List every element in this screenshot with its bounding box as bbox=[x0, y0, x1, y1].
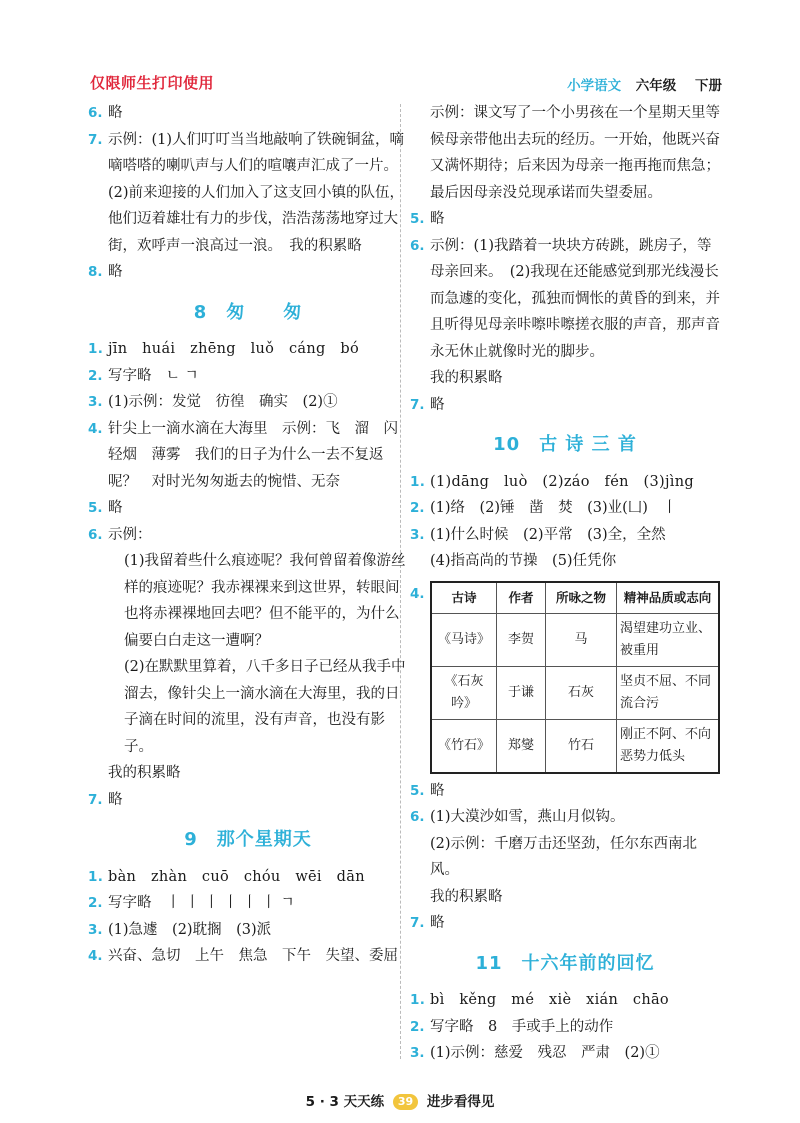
answer-item bbox=[410, 392, 720, 419]
item-number: 8. bbox=[88, 264, 103, 280]
answer-text: 写字略 ㄴ ㄱ bbox=[108, 367, 199, 384]
sub-answer bbox=[88, 548, 408, 654]
table-cell: 《石灰吟》 bbox=[431, 666, 497, 719]
answer-continuation: (4)指高尚的节操 (5)任凭你 bbox=[430, 553, 617, 569]
answer-item bbox=[88, 336, 408, 363]
table-header: 古诗 bbox=[431, 582, 497, 614]
item-number: 7. bbox=[410, 396, 425, 413]
item-number: 2. bbox=[410, 500, 425, 516]
item-number: 7. bbox=[410, 915, 425, 931]
section-title-8: 8 匆 匆 bbox=[193, 301, 303, 323]
answer-text: jīn huái zhēng luǒ cáng bó bbox=[108, 341, 360, 357]
table-cell: 渴望建功立业、被重用 bbox=[617, 613, 720, 666]
answer-text: 略 bbox=[430, 782, 445, 799]
answer-text: 兴奋、急切 上午 焦急 下午 失望、委屈 bbox=[108, 948, 398, 964]
sub-answer-text: (2)在默默里算着，八千多日子已经从我手中溜去，像针尖上一滴水滴在大海里，我的日子滴在时间的流里，没有声音，也没有影子。 bbox=[124, 659, 406, 755]
item-number: 7. bbox=[88, 791, 103, 808]
answer-item bbox=[410, 1014, 720, 1041]
answer-item bbox=[410, 804, 720, 831]
table-cell: 《竹石》 bbox=[431, 719, 497, 773]
item-number: 7. bbox=[88, 131, 103, 148]
answer-item bbox=[410, 233, 720, 366]
section-title-10: 10 古 诗 三 首 bbox=[493, 434, 637, 455]
answer-text: 示例： bbox=[108, 526, 152, 543]
answer-item bbox=[88, 495, 408, 522]
section-title-11: 11 十六年前的回忆 bbox=[475, 952, 655, 974]
item-number: 3. bbox=[410, 1045, 425, 1061]
sub-answer bbox=[88, 654, 408, 760]
answer-text: (1)示例：发觉 彷徨 确实 (2)① bbox=[108, 394, 338, 410]
item-number: 4. bbox=[88, 948, 103, 964]
answer-text: 略 bbox=[108, 264, 123, 280]
answer-item bbox=[88, 389, 408, 416]
answer-item bbox=[410, 910, 720, 937]
answer-item bbox=[410, 495, 720, 522]
answer-text: (1)大漠沙如雪，燕山月似钩。 bbox=[430, 809, 625, 825]
item-number: 1. bbox=[88, 341, 104, 357]
header-watermark-label: 仅限师生打印使用 bbox=[90, 74, 215, 92]
answer-item bbox=[410, 778, 720, 805]
answer-item bbox=[88, 127, 408, 260]
answer-text: bàn zhàn cuō chóu wēi dān bbox=[108, 868, 365, 885]
item-number: 3. bbox=[88, 394, 103, 410]
table-cell: 坚贞不屈、不同流合污 bbox=[617, 666, 720, 719]
answer-text: (1)示例：慈爱 残忍 严肃 (2)① bbox=[430, 1045, 660, 1061]
answer-item bbox=[88, 787, 408, 814]
item-number: 2. bbox=[88, 895, 103, 911]
volume-label: 下册 bbox=[695, 78, 722, 94]
answer-item bbox=[410, 522, 720, 549]
answer-text: 略 bbox=[430, 211, 445, 227]
answer-item bbox=[88, 416, 413, 496]
page-footer bbox=[0, 1090, 800, 1110]
footer-brand: 5 · 3 天天练 bbox=[305, 1094, 385, 1110]
item-number: 6. bbox=[410, 237, 425, 254]
item-number: 1. bbox=[88, 868, 104, 885]
answer-text: (1)络 (2)锤 凿 焚 (3)业(凵) 丨 bbox=[430, 500, 677, 516]
item-number: 5. bbox=[88, 500, 103, 516]
table-header: 所咏之物 bbox=[546, 582, 617, 614]
table-cell: 李贺 bbox=[497, 613, 546, 666]
answer-text: (1)急遽 (2)耽搁 (3)派 bbox=[108, 921, 272, 938]
item-number: 6. bbox=[88, 526, 103, 543]
table-cell: 竹石 bbox=[546, 719, 617, 773]
poem-table bbox=[430, 581, 720, 774]
table-header: 作者 bbox=[497, 582, 546, 614]
answer-continuation: (2)示例：千磨万击还坚劲，任尔东西南北风。 bbox=[430, 835, 698, 878]
subject-label: 小学语文 bbox=[567, 78, 622, 94]
answer-item bbox=[410, 469, 720, 496]
item-number: 4. bbox=[88, 420, 103, 437]
item-number: 5. bbox=[410, 211, 425, 227]
answer-text: 示例：(1)人们叮叮当当地敲响了铁碗铜盆，嘀嘀嗒嗒的喇叭声与人们的喧嚷声汇成了一片。 (2)前来迎接的人们加入了这支回小镇的队伍，他们迈着雄壮有力的步伐，浩浩荡荡地穿过大街，欢呼声一浪高过一浪。 我的积累略 bbox=[108, 131, 406, 254]
answer-item bbox=[88, 363, 408, 390]
table-header-row bbox=[431, 582, 719, 614]
table-cell: 马 bbox=[546, 613, 617, 666]
answer-item bbox=[410, 206, 720, 233]
answer-text: 略 bbox=[430, 396, 445, 413]
grade-label: 六年级 bbox=[635, 78, 677, 94]
poem-table-item bbox=[410, 581, 720, 774]
answer-text: 略 bbox=[430, 915, 445, 931]
answer-item bbox=[88, 259, 408, 286]
item-number: 3. bbox=[410, 526, 425, 543]
answer-text: 略 bbox=[108, 105, 123, 121]
answer-item bbox=[410, 1040, 720, 1067]
accumulation-note: 我的积累略 bbox=[108, 765, 181, 781]
table-cell: 刚正不阿、不向恶势力低头 bbox=[617, 719, 720, 773]
answer-text: 写字略 丨 丨 丨 丨 丨 丨 ㄱ bbox=[108, 895, 295, 911]
answer-item bbox=[88, 890, 408, 917]
answer-text: 示例：(1)我踏着一块块方砖跳，跳房子，等母亲回来。 (2)我现在还能感觉到那光线漫长而急遽的变化，孤独而惆怅的黄昏的到来，并且听得见母亲咔嚓咔嚓搓衣服的声音，那声音永无休止就像时光的脚步。 bbox=[430, 237, 720, 360]
table-cell: 石灰 bbox=[546, 666, 617, 719]
item-number: 5. bbox=[410, 782, 425, 799]
continued-answer: 示例：课文写了一个小男孩在一个星期天里等候母亲带他出去玩的经历。一开始，他既兴奋又满怀期待；后来因为母亲一拖再拖而焦急；最后因母亲没兑现承诺而失望委屈。 bbox=[430, 105, 720, 201]
answer-text: 略 bbox=[108, 500, 123, 516]
answer-text: (1)什么时候 (2)平常 (3)全，全然 bbox=[430, 526, 666, 543]
table-row bbox=[431, 613, 719, 666]
item-number: 2. bbox=[88, 367, 103, 384]
answer-item bbox=[410, 987, 720, 1014]
answer-item bbox=[88, 917, 408, 944]
page-number-badge: 39 bbox=[393, 1094, 418, 1110]
left-column bbox=[88, 100, 413, 970]
answer-item bbox=[88, 100, 408, 127]
header-book-info bbox=[567, 74, 722, 94]
item-number: 1. bbox=[410, 473, 426, 490]
item-number: 6. bbox=[410, 809, 425, 825]
answer-text: 略 bbox=[108, 791, 123, 808]
answer-item bbox=[88, 943, 408, 970]
answer-item bbox=[88, 522, 408, 549]
table-cell: 《马诗》 bbox=[431, 613, 497, 666]
table-cell: 郑燮 bbox=[497, 719, 546, 773]
answer-text: bì kěng mé xiè xián chāo bbox=[430, 992, 669, 1008]
answer-item bbox=[88, 864, 408, 891]
sub-answer-text: (1)我留着些什么痕迹呢？我何曾留着像游丝样的痕迹呢？我赤裸裸来到这世界，转眼间也将赤裸裸地回去吧？但不能平的，为什么偏要白白走这一遭啊？ bbox=[124, 553, 406, 649]
item-number: 4. bbox=[410, 585, 425, 602]
accumulation-note: 我的积累略 bbox=[430, 370, 503, 386]
answer-text: (1)dāng luò (2)záo fén (3)jìng bbox=[430, 473, 694, 490]
right-column bbox=[410, 100, 720, 1067]
table-cell: 于谦 bbox=[497, 666, 546, 719]
item-number: 2. bbox=[410, 1018, 425, 1035]
accumulation-note: 我的积累略 bbox=[430, 888, 503, 905]
table-row bbox=[431, 666, 719, 719]
answer-text: 写字略 8 手或手上的动作 bbox=[430, 1018, 614, 1035]
item-number: 3. bbox=[88, 921, 103, 938]
item-number: 6. bbox=[88, 105, 103, 121]
answer-text: 针尖上一滴水滴在大海里 示例：飞 溜 闪 轻烟 薄雾 我们的日子为什么一去不复返呢？ 对时光匆匆逝去的惋惜、无奈 bbox=[108, 420, 413, 490]
table-header: 精神品质或志向 bbox=[617, 582, 720, 614]
table-row bbox=[431, 719, 719, 773]
section-title-9: 9 那个星期天 bbox=[184, 829, 312, 850]
footer-slogan: 进步看得见 bbox=[426, 1094, 495, 1110]
item-number: 1. bbox=[410, 992, 426, 1008]
